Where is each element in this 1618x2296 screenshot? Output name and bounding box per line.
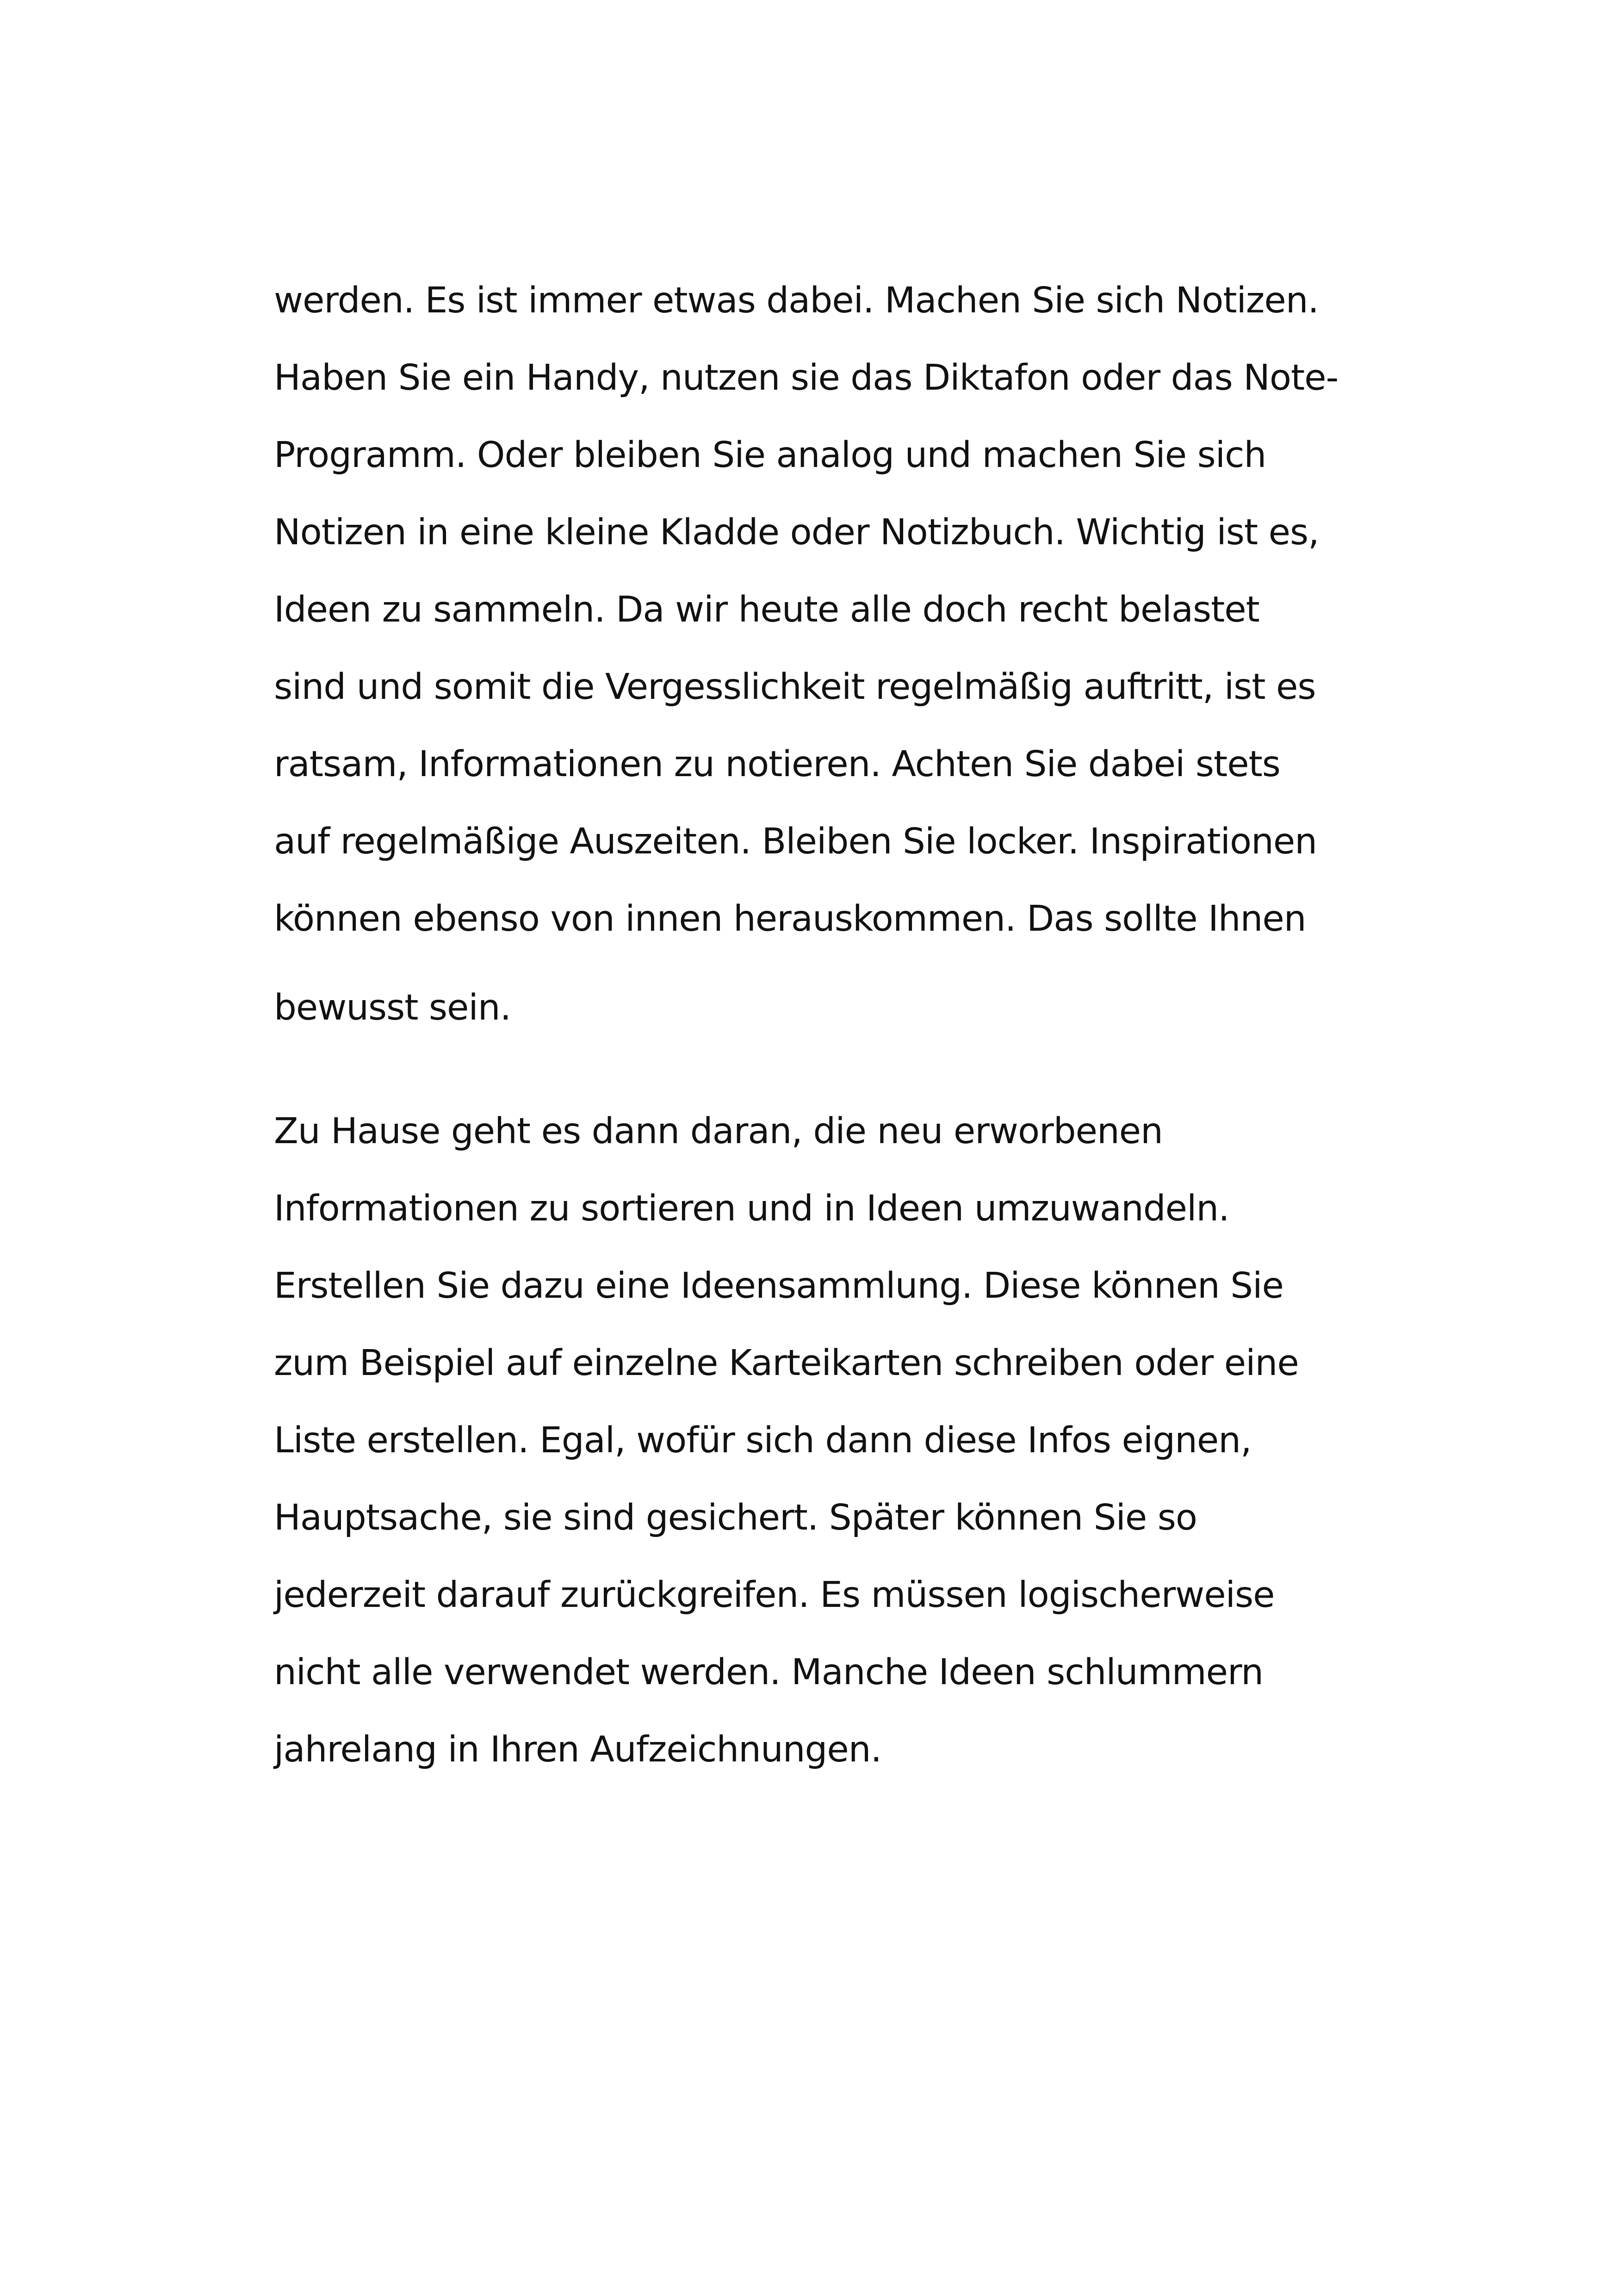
paragraph-line: Hauptsache, sie sind gesichert. Später können Sie so [274, 1497, 1197, 1538]
paragraph-line: Liste erstellen. Egal, wofür sich dann diese Infos eignen, [274, 1420, 1252, 1461]
paragraph-line: Ideen zu sammeln. Da wir heute alle doch recht belastet [274, 589, 1259, 630]
paragraph-line: jederzeit darauf zurückgreifen. Es müssen logischerweise [274, 1574, 1275, 1616]
paragraph-line: können ebenso von innen herauskommen. Das sollte Ihnen [274, 898, 1306, 940]
paragraph-line: zum Beispiel auf einzelne Karteikarten schreiben oder eine [274, 1343, 1299, 1384]
paragraph-line: auf regelmäßige Auszeiten. Bleiben Sie locker. Inspirationen [274, 821, 1317, 862]
paragraph-line: jahrelang in Ihren Aufzeichnungen. [274, 1729, 882, 1770]
paragraph-line: ratsam, Informationen zu notieren. Achten Sie dabei stets [274, 744, 1280, 785]
paragraph-line: Erstellen Sie dazu eine Ideensammlung. Diese können Sie [274, 1265, 1283, 1307]
paragraph-line: Haben Sie ein Handy, nutzen sie das Diktafon oder das Note- [274, 357, 1339, 398]
paragraph-line: bewusst sein. [274, 987, 511, 1028]
paragraph-line: Zu Hause geht es dann daran, die neu erworbenen [274, 1111, 1163, 1152]
paragraph-line: werden. Es ist immer etwas dabei. Machen Sie sich Notizen. [274, 280, 1319, 321]
paragraph-line: Programm. Oder bleiben Sie analog und machen Sie sich [274, 435, 1266, 476]
paragraph-line: Informationen zu sortieren und in Ideen umzuwandeln. [274, 1188, 1229, 1229]
paragraph-line: sind und somit die Vergesslichkeit regelmäßig auftritt, ist es [274, 666, 1316, 708]
paragraph-line: nicht alle verwendet werden. Manche Ideen schlummern [274, 1652, 1264, 1693]
paragraph-line: Notizen in eine kleine Kladde oder Notizbuch. Wichtig ist es, [274, 512, 1319, 553]
